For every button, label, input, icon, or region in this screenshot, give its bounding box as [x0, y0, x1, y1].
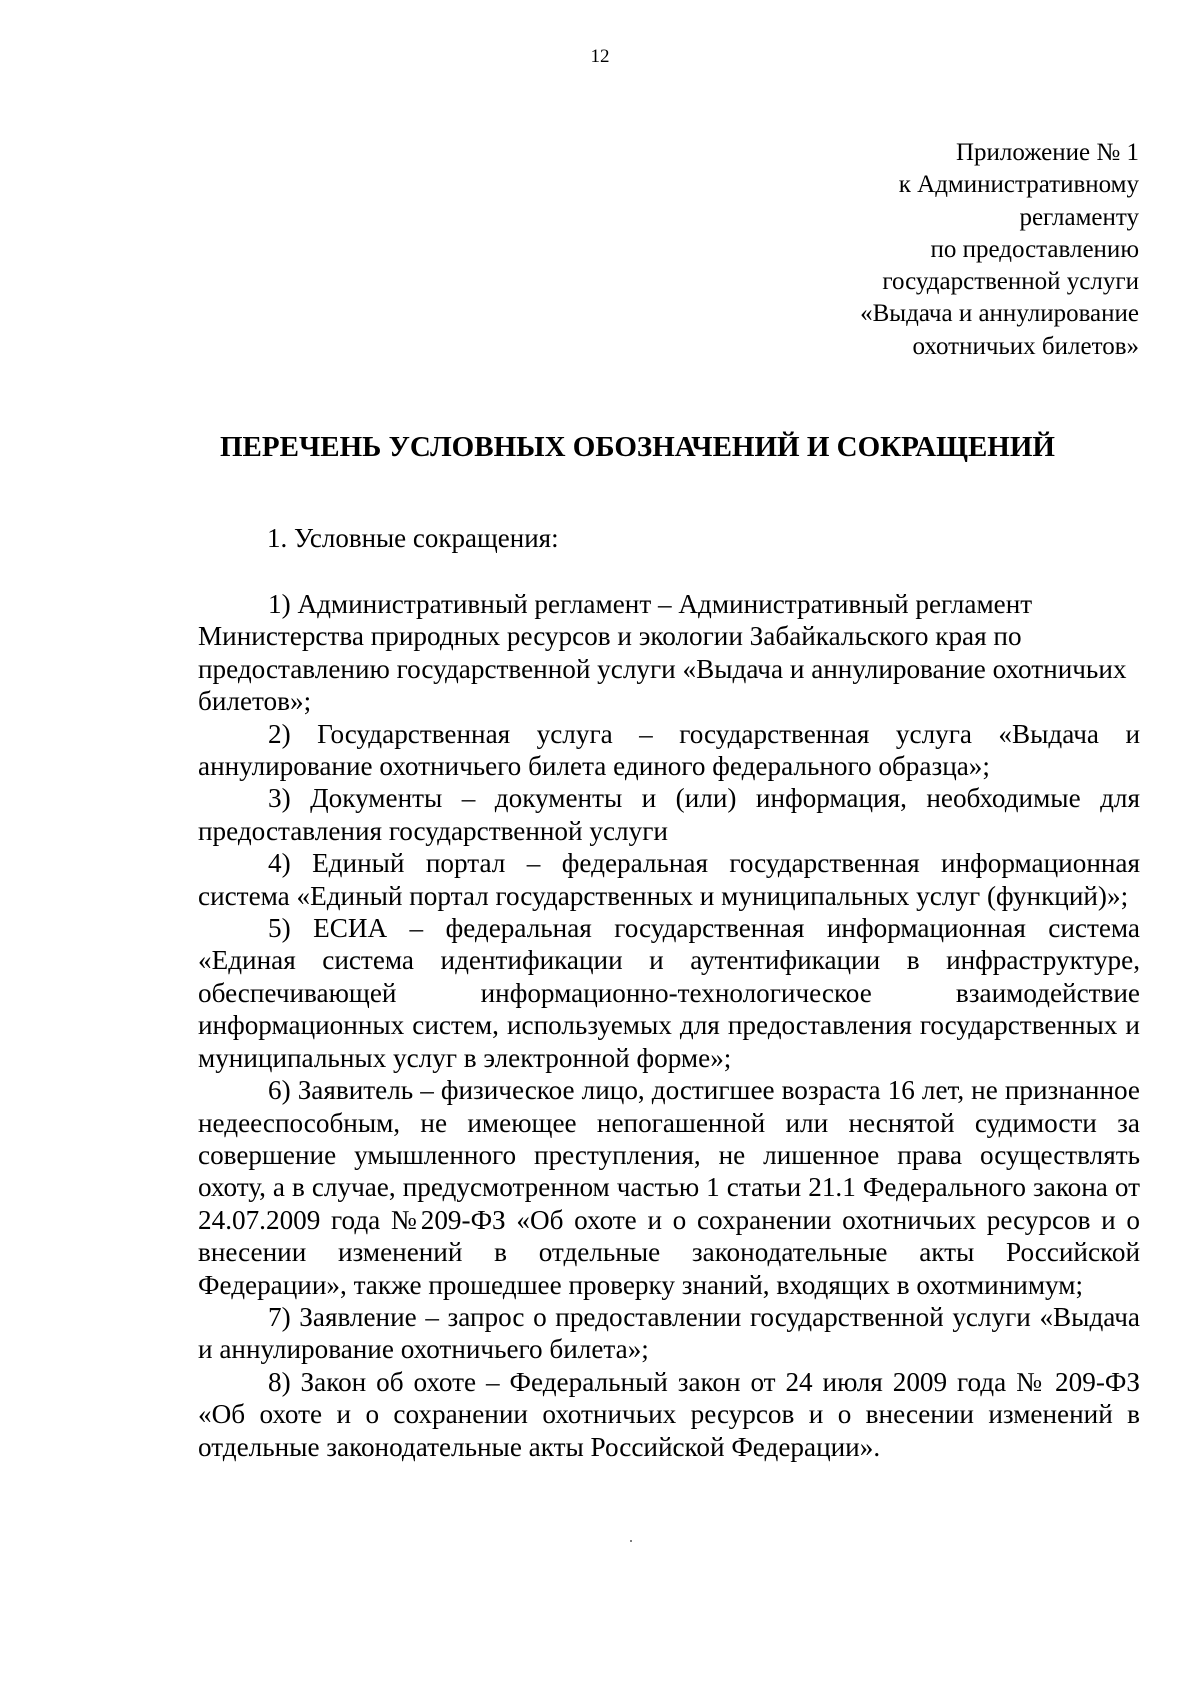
- appendix-header: [739, 137, 1139, 363]
- appendix-line: к Административному: [898, 171, 1139, 199]
- definition-item: 8) Закон об охоте – Федеральный закон от 24 июля 2009 года № 209-ФЗ «Об охоте и о сохранении охотничьих ресурсов и о внесении изменений в отдельные законодательные акты Российской Федерации».: [198, 1366, 1140, 1462]
- appendix-line: Приложение № 1: [955, 139, 1139, 166]
- section-title: 1. Условные сокращения:: [267, 523, 559, 553]
- definitions-list: [198, 588, 1140, 1463]
- appendix-line: по предоставлению: [930, 235, 1139, 263]
- definition-item: 5) ЕСИА – федеральная государственная информационная система «Единая система идентификации и аутентификации в инфраструктуре, обеспечивающей информационно-технологическое взаимодействие информационных систем, используемых для предоставления государственных и муниципальных услуг в электронной форме»;: [198, 913, 1140, 1073]
- document-heading: ПЕРЕЧЕНЬ УСЛОВНЫХ ОБОЗНАЧЕНИЙ И СОКРАЩЕНИЙ: [220, 431, 1055, 463]
- appendix-line: регламенту: [1019, 203, 1139, 231]
- appendix-line: государственной услуги: [882, 268, 1139, 296]
- scan-speck: [630, 1540, 632, 1542]
- definition-item: 3) Документы – документы и (или) информация, необходимые для предоставления государственной услуги: [198, 783, 1140, 846]
- page-number: 12: [590, 46, 610, 67]
- definition-item: 2) Государственная услуга – государственная услуга «Выдача и аннулирование охотничьего билета единого федерального образца»;: [198, 718, 1140, 782]
- definition-item: 6) Заявитель – физическое лицо, достигшее возраста 16 лет, не признанное недееспособным, не имеющее непогашенной или неснятой судимости за совершение умышленного преступления, не лишенное права осуществлять охоту, а в случае, предусмотренном частью 1 статьи 21.1 Федерального закона от 24.07.2009 года №209-ФЗ «Об охоте и о сохранении охотничьих ресурсов и о внесении изменений в отдельные законодательные акты Российской Федерации», также прошедшее проверку знаний, входящих в охотминимум;: [198, 1075, 1140, 1300]
- appendix-line: охотничьих билетов»: [912, 332, 1139, 360]
- definition-item: 4) Единый портал – федеральная государственная информационная система «Единый портал государственных и муниципальных услуг (функций)»;: [198, 848, 1140, 911]
- definition-item: 7) Заявление – запрос о предоставлении государственной услуги «Выдача и аннулирование охотничьего билета»;: [198, 1301, 1140, 1365]
- appendix-line: «Выдача и аннулирование: [860, 300, 1139, 328]
- definition-item: 1) Административный регламент – Административный регламент Министерства природных ресурсов и экологии Забайкальского края по предоставлению государственной услуги «Выдача и аннулирование охотничьих билетов»;: [198, 589, 1127, 717]
